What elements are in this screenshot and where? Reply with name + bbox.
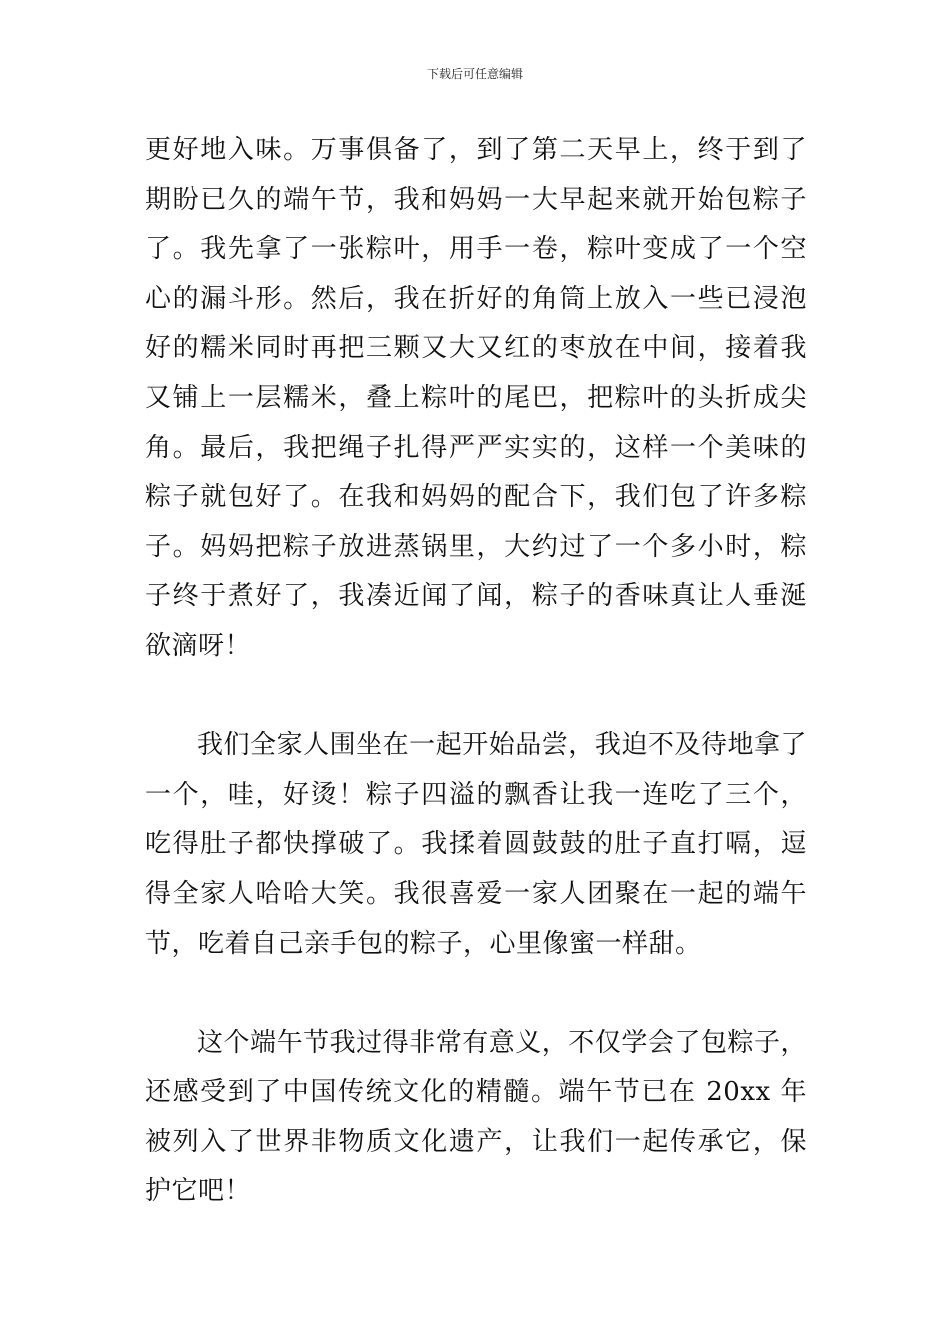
document-body (145, 126, 807, 1217)
paragraph-3: 这个端午节我过得非常有意义，不仅学会了包粽子，还感受到了中国传统文化的精髓。端午节已在 20xx 年被列入了世界非物质文化遗产，让我们一起传承它，保护它吧！ (145, 1027, 807, 1207)
paragraph-1: 更好地入味。万事俱备了，到了第二天早上，终于到了期盼已久的端午节，我和妈妈一大早起来就开始包粽子了。我先拿了一张粽叶，用手一卷，粽叶变成了一个空心的漏斗形。然后，我在折好的角筒上放入一些已浸泡好的糯米同时再把三颗又大又红的枣放在中间，接着我又铺上一层糯米，叠上粽叶的尾巴，把粽叶的头折成尖角。最后，我把绳子扎得严严实实的，这样一个美味的粽子就包好了。在我和妈妈的配合下，我们包了许多粽子。妈妈把粽子放进蒸锅里，大约过了一个多小时，粽子终于煮好了，我凑近闻了闻，粽子的香味真让人垂涎欲滴呀！ (145, 135, 807, 661)
paragraph-2: 我们全家人围坐在一起开始品尝，我迫不及待地拿了一个，哇，好烫！粽子四溢的飘香让我一连吃了三个，吃得肚子都快撑破了。我揉着圆鼓鼓的肚子直打嗝，逗得全家人哈哈大笑。我很喜爱一家人团聚在一起的端午节，吃着自己亲手包的粽子，心里像蜜一样甜。 (145, 730, 807, 959)
page-header: 下载后可任意编辑 (426, 67, 523, 81)
